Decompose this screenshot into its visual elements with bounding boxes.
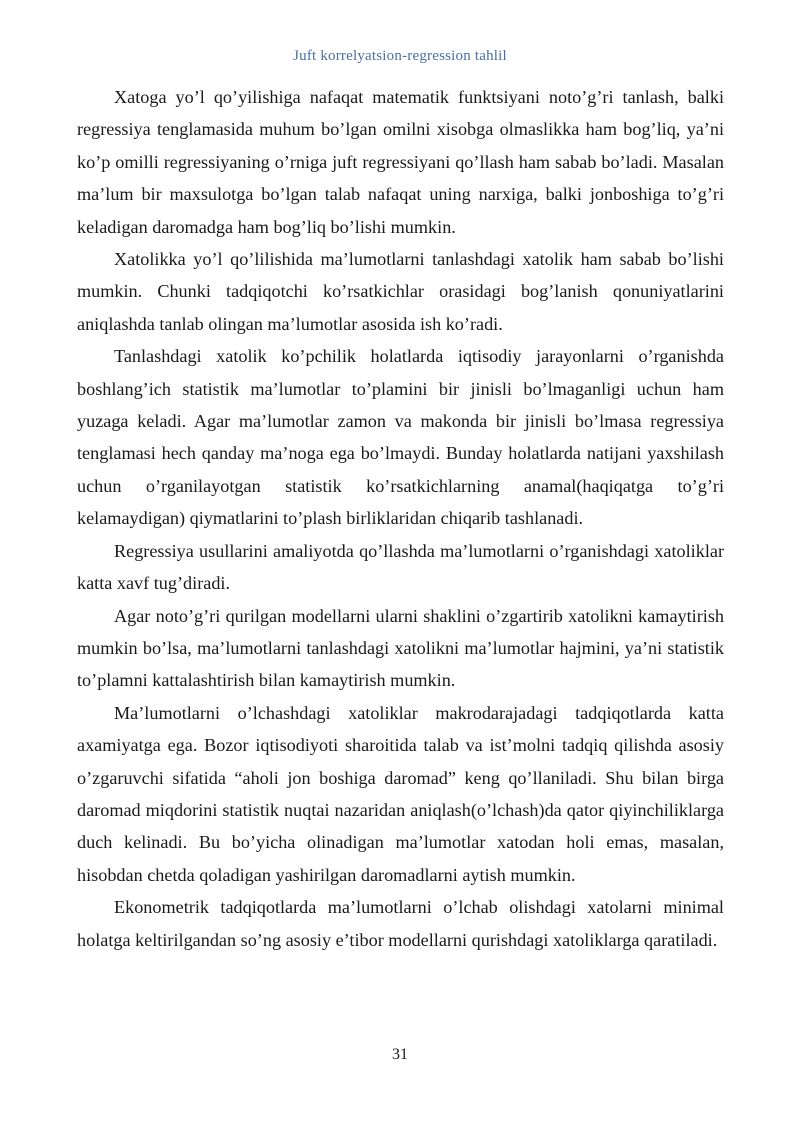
running-header: Juft korrelyatsion-regression tahlil (293, 48, 507, 64)
paragraph: Xatolikka yo’l qo’lilishida ma’lumotlarni tanlashdagi xatolik ham sabab bo’lishi mumkin. Chunki tadqiqotchi ko’rsatkichlar orasidagi bog’lanish qonuniyatlarini aniqlashda tanlab olingan ma’lumotlar asosida ish ko’radi. (77, 249, 724, 334)
document-body (77, 81, 724, 956)
paragraph: Tanlashdagi xatolik ko’pchilik holatlarda iqtisodiy jarayonlarni o’rganishda boshlang’ich statistik ma’lumotlar to’plamini bir jinisli bo’lmaganligi uchun ham yuzaga keladi. Agar ma’lumotlar zamon va makonda bir jinisli bo’lmasa regressiya tenglamasi hech qanday ma’noga ega bo’lmaydi. Bunday holatlarda natijani yaxshilash uchun o’rganilayotgan statistik ko’rsatkichlarning anamal(haqiqatga to’g’ri kelamaydigan) qiymatlarini to’plash birliklaridan chiqarib tashlanadi. (77, 346, 724, 529)
paragraph: Ma’lumotlarni o’lchashdagi xatoliklar makrodarajadagi tadqiqotlarda katta axamiyatga ega. Bozor iqtisodiyoti sharoitida talab va ist’molni tadqiq qilishda asosiy o’zgaruvchi sifatida “aholi jon boshiga daromad” keng qo’llaniladi. Shu bilan birga daromad miqdorini statistik nuqtai nazaridan aniqlash(o’lchash)da qator qiyinchiliklarga duch kelinadi. Bu bo’yicha olinadigan ma’lumotlar xatodan holi emas, masalan, hisobdan chetda qoladigan yashirilgan daromadlarni aytish mumkin. (77, 702, 724, 885)
paragraph: Regressiya usullarini amaliyotda qo’llashda ma’lumotlarni o’rganishdagi xatoliklar katta xavf tug’diradi. (77, 540, 724, 594)
paragraph: Agar noto’g’ri qurilgan modellarni ularni shaklini o’zgartirib xatolikni kamaytirish mumkin bo’lsa, ma’lumotlarni tanlashdagi xatolikni ma’lumotlar hajmini, ya’ni statistik to’plamni kattalashtirish bilan kamaytirish mumkin. (77, 605, 724, 691)
paragraph: Xatoga yo’l qo’yilishiga nafaqat matematik funktsiyani noto’g’ri tanlash, balki regressiya tenglamasida muhum bo’lgan omilni xisobga olmaslikka ham bog’liq, ya’ni ko’p omilli regressiyaning o’rniga juft regressiyani qo’llash ham sabab bo’ladi. Masalan ma’lum bir maxsulotga bo’lgan talab nafaqat uning narxiga, balki jonboshiga to’g’ri keladigan daromadga ham bog’liq bo’lishi mumkin. (77, 87, 724, 237)
page-number: 31 (392, 1046, 408, 1063)
paragraph: Ekonometrik tadqiqotlarda ma’lumotlarni o’lchab olishdagi xatolarni minimal holatga keltirilgandan so’ng asosiy e’tibor modellarni qurishdagi xatoliklarga qaratiladi. (77, 897, 724, 950)
